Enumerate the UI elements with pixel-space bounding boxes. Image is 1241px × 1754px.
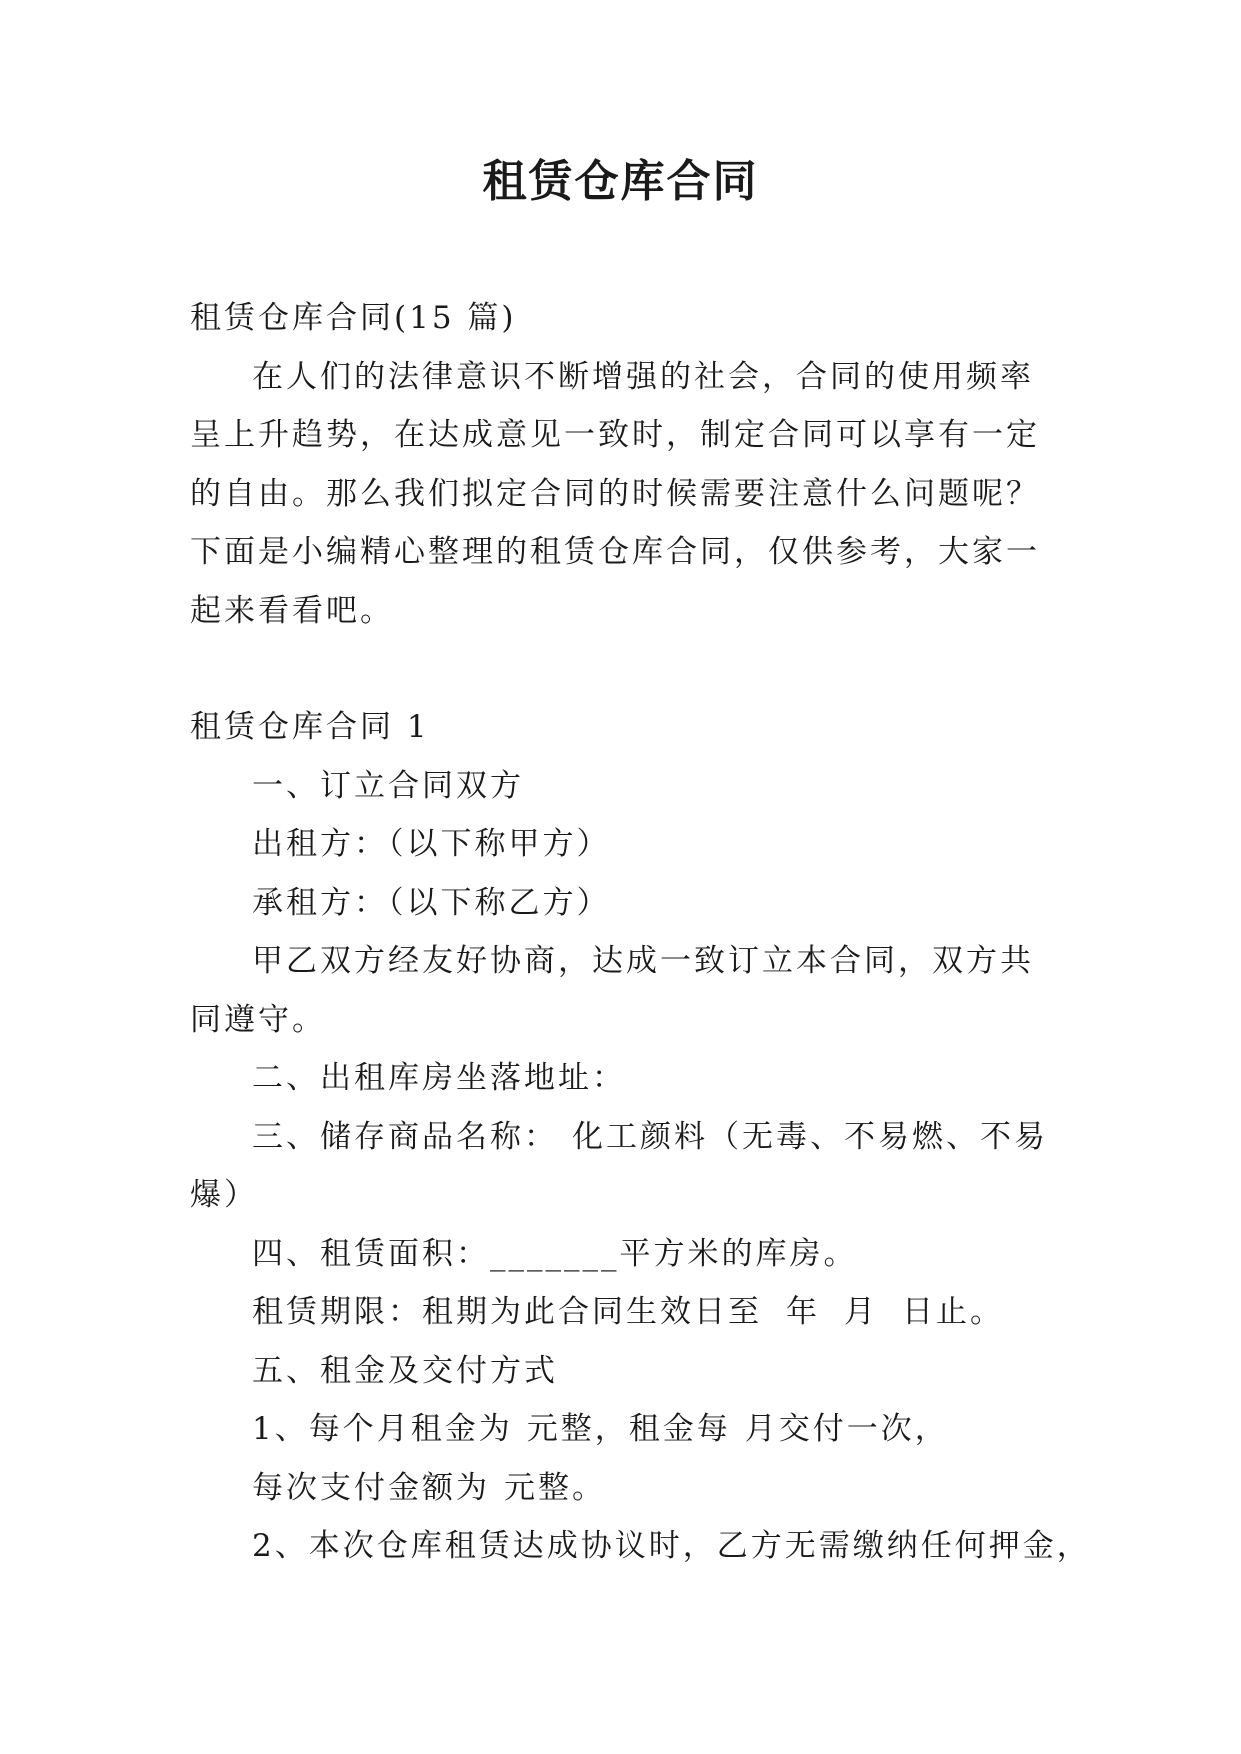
- clause-payment: [190, 1459, 1056, 1518]
- term-start: 租赁期限：租期为此合同生效日至: [252, 1294, 762, 1330]
- clause-term: [190, 1283, 1056, 1342]
- section-title: 租赁仓库合同 1: [190, 709, 430, 745]
- payment-part-a: 每次支付金额为: [252, 1469, 490, 1506]
- clause-address: 二、出租库房坐落地址：: [252, 1060, 626, 1096]
- clause-goods-label: 三、储存商品名称：: [252, 1118, 558, 1155]
- clause-agreement: 甲乙双方经友好协商，达成一致订立本合同，双方共同遵守。: [190, 943, 1034, 1038]
- rent-part-b: 元整，租金每: [526, 1411, 731, 1447]
- clause-goods: [190, 1108, 1056, 1225]
- document-title: 租赁仓库合同: [482, 156, 759, 207]
- clause-lessor: 出租方：（以下称甲方）: [252, 826, 611, 862]
- term-end: 日止。: [902, 1294, 1004, 1330]
- intro-paragraph: 在人们的法律意识不断增强的社会，合同的使用频率呈上升趋势，在达成意见一致时，制定合同可以享有一定的自由。那么我们拟定合同的时候需要注意什么问题呢？下面是小编精心整理的租赁仓库合同，仅供参考，大家一起来看看吧。: [190, 358, 1040, 629]
- document-heading: 租赁仓库合同(15 篇): [190, 300, 517, 336]
- clause-deposit: 2、本次仓库租赁达成协议时，乙方无需缴纳任何押金，: [252, 1528, 1091, 1564]
- term-year: 年: [786, 1294, 820, 1330]
- clause-area: 四、租赁面积：_______平方米的库房。: [252, 1235, 858, 1272]
- payment-part-b: 元整。: [504, 1469, 606, 1506]
- clause-rent-heading: 五、租金及交付方式: [252, 1352, 558, 1389]
- clause-goods-value: 化工颜料（无毒、不易燃、不易爆）: [190, 1118, 1048, 1213]
- term-month: 月: [844, 1294, 878, 1330]
- rent-part-c: 月交付一次，: [744, 1411, 949, 1447]
- clause-parties: 一、订立合同双方: [252, 767, 524, 804]
- rent-part-a: 1、每个月租金为: [252, 1411, 513, 1447]
- clause-lessee: 承租方：（以下称乙方）: [252, 884, 611, 921]
- clause-rent: [190, 1400, 1056, 1459]
- document-body: [190, 289, 1091, 1576]
